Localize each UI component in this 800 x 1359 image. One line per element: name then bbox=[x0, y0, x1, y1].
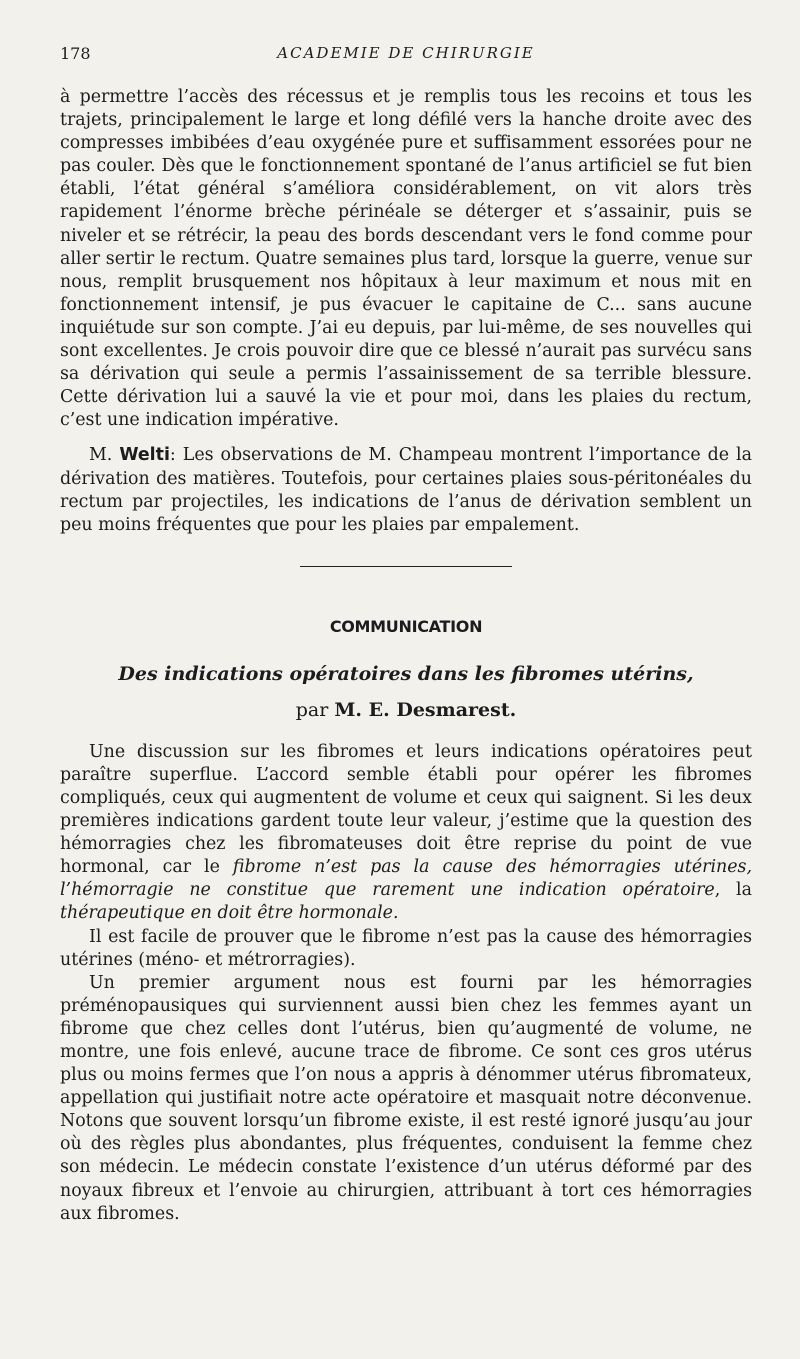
body-text bbox=[60, 86, 752, 1226]
remark-separator: : bbox=[169, 445, 183, 466]
remark-text: Les observations de M. Champeau montrent l’importance de la dérivation des matières. Toutefois, pour certaines plaies sous-péritonéales du rectum par projectiles, les indications de l’anus de dérivation semblent un peu moins fréquentes que pour les plaies par empalement. bbox=[60, 445, 752, 535]
remark-speaker: Welti bbox=[119, 445, 170, 466]
page-header bbox=[60, 44, 752, 68]
p1-text-mid: , la bbox=[714, 880, 752, 901]
remark-paragraph bbox=[60, 444, 752, 536]
article-author: M. E. Desmarest. bbox=[334, 698, 517, 721]
section-label: COMMUNICATION bbox=[329, 616, 483, 636]
article-title: Des indications opératoires dans les fibromes utérins, bbox=[118, 662, 694, 685]
p1-text-start: Une discussion sur les fibromes et leurs indications opératoires peut paraître superflue. L’accord semble établi pour opérer les fibromes compliqués, ceux qui augmentent de volume et ceux qui saignent. Si les deux premières indications gardent toute leur valeur, j’estime que la question des hémorragies chez les fibromateuses doit être reprise du point de vue hormonal, car le bbox=[60, 741, 752, 878]
remark-prefix: M. bbox=[89, 445, 120, 466]
continuation-paragraph: à permettre l’accès des récessus et je remplis tous les recoins et tous les trajets, principalement le large et long défilé vers la hanche droite avec des compresses imbibées d’eau oxygénée pure et suffisamment essorées pour ne pas couler. Dès que le fonctionnement spontané de l’anus artificiel se fut bien établi, l’état général s’améliora considérablement, on vit alors très rapidement l’énorme brèche périnéale se déterger et s’assainir, puis se niveler et se rétrécir, la peau des bords descendant vers le fond comme pour aller sertir le rectum. Quatre semaines plus tard, lorsque la guerre, venue sur nous, remplit brusquement nos hôpitaux à leur maximum et nous mit en fonctionnement intensif, je pus évacuer le capitaine de C... sans aucune inquiétude sur son compte. J’ai eu depuis, par lui-même, de ses nouvelles qui sont excellentes. Je crois pouvoir dire que ce blessé n’aurait pas survécu sans sa dérivation qui seule a permis l’assainissement de sa terrible blessure. Cette dérivation lui a sauvé la vie et pour moi, dans les plaies du rectum, c’est une indication impérative. bbox=[60, 87, 752, 431]
page-number: 178 bbox=[60, 44, 91, 63]
article-paragraph-2: Il est facile de prouver que le fibrome n’est pas la cause des hémorragies utérines (méno- et métrorragies). bbox=[60, 926, 752, 970]
running-head: ACADEMIE DE CHIRURGIE bbox=[277, 44, 535, 62]
section-divider bbox=[300, 566, 512, 567]
p1-italic-conclusion: thérapeutique en doit être hormonale. bbox=[60, 903, 399, 924]
article-byline bbox=[60, 699, 752, 721]
byline-prefix: par bbox=[295, 698, 335, 721]
p1-italic-claim: fibrome n’est pas la cause des hémorragies utérines, l’hémorragie ne constitue que rarement une indication opératoire bbox=[60, 857, 752, 901]
article-paragraph-1 bbox=[60, 741, 752, 926]
article-paragraph-3: Un premier argument nous est fourni par les hémorragies préménopausiques qui surviennent aussi bien chez les femmes ayant un fibrome que chez celles dont l’utérus, bien qu’augmenté de volume, ne montre, une fois enlevé, aucune trace de fibrome. Ce sont ces gros utérus plus ou moins fermes que l’on nous a appris à dénommer utérus fibromateux, appellation qui justifiait notre acte opératoire et masquait notre déconvenue. Notons que souvent lorsqu’un fibrome existe, il est resté ignoré jusqu’au jour où des règles plus abondantes, plus fréquentes, conduisent la femme chez son médecin. Le médecin constate l’existence d’un utérus déformé par des noyaux fibreux et l’envoie au chirurgien, attribuant à tort ces hémorragies aux fibromes. bbox=[60, 972, 752, 1224]
article-body bbox=[60, 741, 752, 1226]
